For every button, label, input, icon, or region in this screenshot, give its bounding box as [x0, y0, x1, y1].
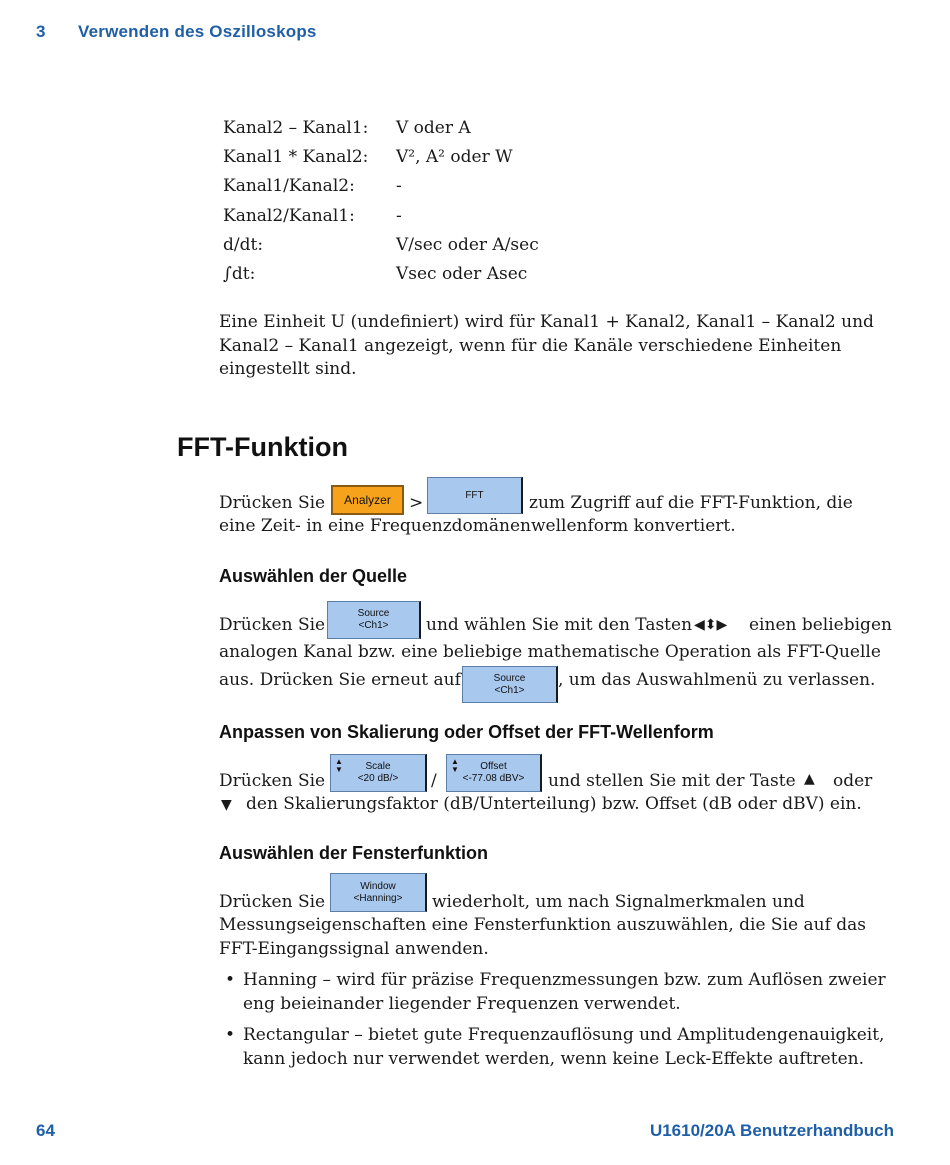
- source-line1-start: Drücken Sie: [219, 615, 326, 635]
- manual-title: U1610/20A Benutzerhandbuch: [649, 1121, 894, 1140]
- scale-line2: den Skalierungsfaktor (dB/Unterteilung) bzw. Offset (dB oder dBV) ein.: [246, 794, 862, 814]
- subsection-title-window: Auswählen der Fensterfunktion: [219, 843, 489, 863]
- window-line3: FFT-Eingangssignal anwenden.: [219, 939, 489, 959]
- fft-intro-start: Drücken Sie: [219, 493, 326, 513]
- source-line3-start: aus. Drücken Sie erneut auf: [219, 670, 461, 690]
- source-line3-end: , um das Auswahlmenü zu verlassen.: [558, 670, 876, 690]
- units-row: d/dt: V/sec oder A/sec: [223, 234, 539, 255]
- source-softkey: Source <Ch1>: [327, 601, 421, 639]
- source-line1-end: einen beliebigen: [749, 615, 892, 635]
- subsection-title-scale: Anpassen von Skalierung oder Offset der FFT-Wellenform: [219, 722, 714, 742]
- updown-icon: ▲ ▼: [335, 757, 343, 774]
- units-row: Kanal1/Kanal2: -: [223, 176, 402, 197]
- source-line2: analogen Kanal bzw. eine beliebige mathematische Operation als FFT-Quelle: [219, 642, 881, 662]
- section-title-fft: FFT-Funktion: [177, 432, 348, 462]
- chapter-title: Verwenden des Oszilloskops: [78, 22, 317, 41]
- window-softkey: Window <Hanning>: [330, 873, 427, 912]
- navigation-arrows-icon: ◀⬍▶: [694, 617, 728, 633]
- fft-intro-end: zum Zugriff auf die FFT-Funktion, die: [529, 493, 853, 513]
- analyzer-key: Analyzer: [331, 485, 404, 515]
- window-line1-end: wiederholt, um nach Signalmerkmalen und: [432, 892, 805, 912]
- chapter-number: 3: [36, 22, 46, 41]
- units-row: Kanal2 – Kanal1: V oder A: [223, 117, 471, 138]
- window-line2: Messungseigenschaften eine Fensterfunktion auszuwählen, die Sie auf das: [219, 915, 867, 935]
- units-note: Eine Einheit U (undefiniert) wird für Kanal1 + Kanal2, Kanal1 – Kanal2 und Kanal2 – Kanal1 angezeigt, wenn für die Kanäle verschiedene Einheiten eingestellt sind.: [219, 312, 874, 379]
- scale-separator: /: [431, 771, 437, 791]
- window-line1-start: Drücken Sie: [219, 892, 326, 912]
- fft-intro-line2: eine Zeit- in eine Frequenzdomänenwellenform konvertiert.: [219, 516, 736, 536]
- units-table: [223, 113, 539, 289]
- scale-line1-mid: und stellen Sie mit der Taste: [548, 771, 796, 791]
- units-row: Kanal1 * Kanal2: V², A² oder W: [223, 146, 513, 167]
- scale-softkey: ▲ ▼ Scale <20 dB/>: [330, 754, 427, 792]
- fft-softkey: FFT: [427, 477, 523, 514]
- page-number: 64: [36, 1121, 55, 1140]
- units-row: Kanal2/Kanal1: -: [223, 205, 402, 226]
- window-bullet-list: [223, 969, 893, 1079]
- units-row: ∫dt: Vsec oder Asec: [223, 264, 528, 285]
- updown-icon: ▲ ▼: [451, 757, 459, 774]
- scale-line1-end: oder: [833, 771, 873, 791]
- up-arrow-icon: ▲: [804, 771, 815, 787]
- subsection-title-source: Auswählen der Quelle: [219, 566, 408, 586]
- source-softkey-again: Source <Ch1>: [462, 666, 558, 703]
- list-item: • Rectangular – bietet gute Frequenzauflösung und Amplitudengenauigkeit, kann jedoch nur verwendet werden, wenn keine Leck-Effekte auftreten.: [223, 1024, 893, 1071]
- page-header: [36, 22, 317, 42]
- offset-softkey: ▲ ▼ Offset <-77.08 dBV>: [446, 754, 542, 792]
- list-item: • Hanning – wird für präzise Frequenzmessungen bzw. zum Auflösen zweier eng beieinander liegender Frequenzen verwendet.: [223, 969, 893, 1016]
- scale-line1-start: Drücken Sie: [219, 771, 326, 791]
- down-arrow-icon: ▼: [221, 797, 232, 813]
- fft-intro-separator: >: [409, 493, 424, 513]
- source-line1-mid: und wählen Sie mit den Tasten: [426, 615, 693, 635]
